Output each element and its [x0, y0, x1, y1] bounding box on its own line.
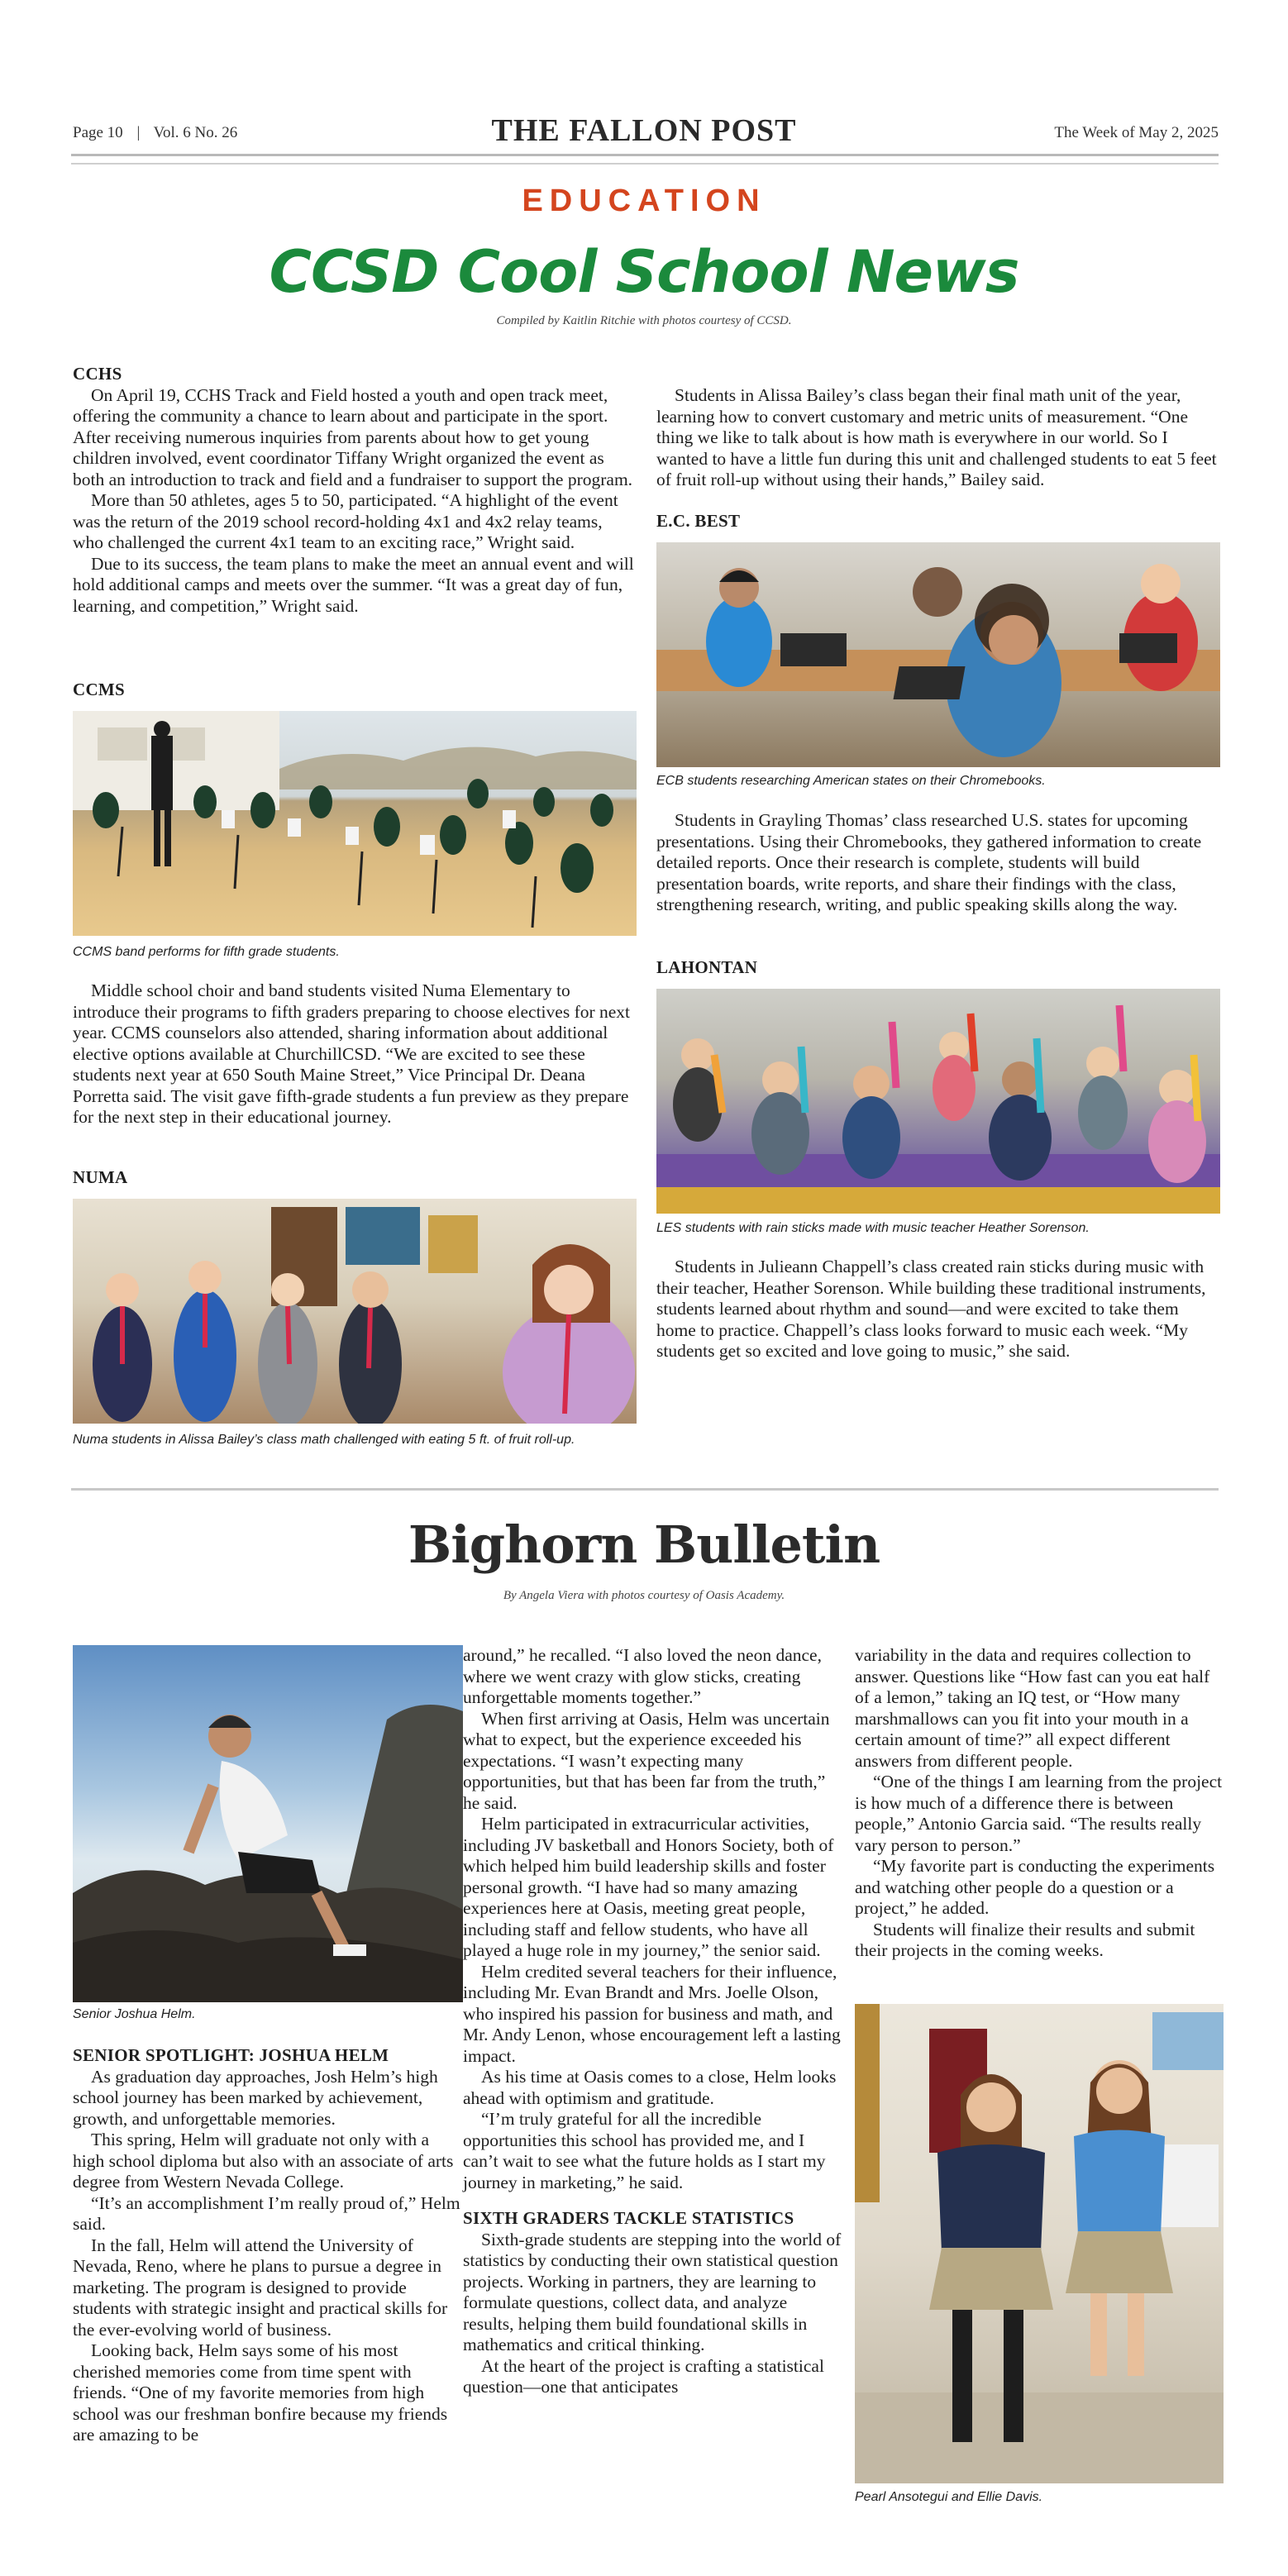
statistics-paragraph: “One of the things I am learning from the project is how much of a difference there is between people,” Antonio Garcia said. “The results really vary person to person.”	[855, 1772, 1223, 1855]
spotlight-paragraph: Looking back, Helm says some of his most cherished memories come from time spent with friends. “One of my favorite memories from high school was our freshman bonfire because my friends are amazing to be	[73, 2340, 448, 2445]
cchs-paragraph: More than 50 athletes, ages 5 to 50, participated. “A highlight of the event was the return of the 2019 school record-holding 4x1 and 4x2 relay teams, who challenged the current 4x1 team to an exciting race,” Wright said.	[73, 490, 618, 552]
cchs-paragraph: On April 19, CCHS Track and Field hosted a youth and open track meet, offering the community a chance to learn about and participate in the sport. After receiving numerous inquiries from parents about how to get young children involved, event coordinator Tiffany Wright organized the event as both an introduction to track and field and a fundraiser to support the program.	[73, 384, 633, 489]
numa-article	[656, 385, 1220, 491]
spotlight-heading: SENIOR SPOTLIGHT: JOSHUA HELM	[73, 2045, 389, 2065]
spotlight-paragraph: This spring, Helm will graduate not only with a high school diploma but also with an associate of arts degree from Western Nevada College.	[73, 2130, 454, 2192]
spotlight-paragraph: In the fall, Helm will attend the University of Nevada, Reno, where he plans to pursue a degree in marketing. The program is designed to provide students with strategic insight and practical skills for the ever-evolving world of business.	[73, 2235, 448, 2340]
spotlight-paragraph: Helm credited several teachers for their influence, including Mr. Evan Brandt and Mrs. Joelle Olson, who inspired his passion for business and math, and Mr. Andy Lenon, whose encouragement left a lasting impact.	[463, 1961, 841, 2066]
section-divider	[71, 1488, 1219, 1491]
ccsd-byline: Compiled by Kaitlin Ritchie with photos courtesy of CCSD.	[496, 314, 792, 327]
band-scene-graphic	[73, 711, 637, 936]
ccms-heading: CCMS	[73, 680, 126, 699]
spotlight-article-col1	[73, 2045, 463, 2446]
ecbest-heading: E.C. BEST	[656, 511, 741, 531]
lahontan-paragraph: Students in Julieann Chappell’s class created rain sticks during music with their teacher, Heather Sorenson. While building these traditional instruments, students learned about rhythm and sound—and were excited to take them home to practice. Chappell’s class looks forward to music each week. “My students get so excited and love going to music,” she said.	[656, 1257, 1206, 1361]
spotlight-paragraph: “I’m truly grateful for all the incredible opportunities this school has provided me, and I can’t wait to see what the future holds as I start my journey in marketing,” he said.	[463, 2109, 826, 2192]
lahontan-photo-caption: LES students with rain sticks made with music teacher Heather Sorenson.	[656, 1221, 1090, 1235]
numa-heading: NUMA	[73, 1167, 128, 1187]
statistics-paragraph: Students will finalize their results and submit their projects in the coming weeks.	[855, 1919, 1195, 1960]
lahontan-heading: LAHONTAN	[656, 957, 758, 977]
statistics-paragraph: variability in the data and requires collection to answer. Questions like “How fast can you eat half of a lemon,” taking an IQ test, or “How many marshmallows can you fit into your mouth in a certain amount of time?” all expect different answers from different people.	[855, 1645, 1210, 1771]
ccms-paragraph: Middle school choir and band students visited Numa Elementary to introduce their programs to fifth graders preparing to choose electives for next year. CCMS counselors also attended, sharing information about additional elective options available at ChurchillCSD. “We are excited to see these students next year at 650 South Maine Street,” Vice Principal Dr. Deana Porretta said. The visit gave fifth-grade students a fun preview as they prepare for the next step in their educational journey.	[73, 980, 631, 1127]
ccms-photo-caption: CCMS band performs for fifth grade students.	[73, 945, 340, 959]
ccms-article	[73, 980, 637, 1128]
pearl-ellie-caption: Pearl Ansotegui and Ellie Davis.	[855, 2490, 1043, 2504]
lahontan-heading-block	[656, 957, 1220, 979]
helm-scene-graphic	[73, 1645, 463, 2002]
statistics-heading: SIXTH GRADERS TACKLE STATISTICS	[463, 2208, 794, 2228]
lahontan-article	[656, 1257, 1220, 1362]
spotlight-paragraph: When first arriving at Oasis, Helm was uncertain what to expect, but the experience exceeded his expectations. “I wasn’t expecting many opportunities, but that has been far from the truth,” he said.	[463, 1708, 830, 1813]
spotlight-paragraph: As his time at Oasis comes to a close, Helm looks ahead with optimism and gratitude.	[463, 2067, 837, 2108]
helm-photo-caption: Senior Joshua Helm.	[73, 2007, 196, 2021]
issue-date: The Week of May 2, 2025	[1054, 124, 1219, 141]
lahontan-scene-graphic	[656, 989, 1220, 1214]
cchs-article	[73, 364, 637, 617]
cchs-paragraph: Due to its success, the team plans to make the meet an annual event and will hold additional camps and meets over the summer. “It was a great day of fun, learning, and competition,” Wright said.	[73, 553, 634, 616]
bighorn-title: Bighorn Bulletin	[408, 1515, 880, 1575]
classroom-scene-graphic	[855, 2004, 1224, 2483]
pearl-ellie-photo	[855, 2004, 1224, 2483]
masthead-separator: |	[136, 124, 141, 141]
cchs-heading: CCHS	[73, 364, 122, 384]
numa-heading-block	[73, 1167, 637, 1189]
statistics-paragraph: At the heart of the project is crafting a statistical question—one that anticipates	[463, 2355, 824, 2397]
section-label: EDUCATION	[522, 184, 766, 218]
spotlight-paragraph: As graduation day approaches, Josh Helm’s high school journey has been marked by achievement, growth, and unforgettable memories.	[73, 2066, 438, 2129]
ecbest-paragraph: Students in Grayling Thomas’ class researched U.S. states for upcoming presentations. Using their Chromebooks, they gathered information to create detailed reports. Once their research is complete, students will build presentation boards, write reports, and share their findings with the class, strengthening research, writing, and public speaking skills along the way.	[656, 810, 1202, 914]
newspaper-title: THE FALLON POST	[491, 113, 797, 148]
numa-students-photo	[73, 1199, 637, 1424]
joshua-helm-photo	[73, 1645, 463, 2002]
volume-number: Vol. 6 No. 26	[153, 124, 238, 141]
ecbest-heading-block	[656, 511, 1220, 532]
ccms-band-photo	[73, 711, 637, 936]
numa-photo-caption: Numa students in Alissa Bailey’s class math challenged with eating 5 ft. of fruit roll-up.	[73, 1433, 575, 1447]
masthead-rule	[71, 154, 1219, 165]
spotlight-article-col2	[463, 1645, 842, 2398]
spotlight-paragraph: “It’s an accomplishment I’m really proud of,” Helm said.	[73, 2192, 460, 2234]
spotlight-paragraph: around,” he recalled. “I also loved the neon dance, where we went crazy with glow sticks, creating unforgettable moments together.”	[463, 1645, 822, 1707]
ccsd-title: CCSD Cool School News	[269, 238, 1019, 306]
ecbest-article	[656, 810, 1220, 916]
ecbest-students-photo	[656, 542, 1220, 767]
statistics-paragraph: Sixth-grade students are stepping into the world of statistics by conducting their own statistical question projects. Working in partners, they are learning to formulate questions, collect data, and analyze results, helping them build foundational skills in mathematics and critical thinking.	[463, 2229, 842, 2354]
bighorn-byline: By Angela Viera with photos courtesy of Oasis Academy.	[503, 1589, 785, 1602]
ecbest-scene-graphic	[656, 542, 1220, 767]
page-number: Page 10	[73, 124, 123, 141]
numa-scene-graphic	[73, 1199, 637, 1424]
ecbest-photo-caption: ECB students researching American states on their Chromebooks.	[656, 774, 1046, 788]
ccms-heading-block	[73, 680, 637, 701]
numa-paragraph: Students in Alissa Bailey’s class began their final math unit of the year, learning how to convert customary and metric units of measurement. “One thing we like to talk about is how math is everywhere in our world. So I wanted to have a little fun during this unit and challenged students to eat 5 feet of fruit roll-up without using their hands,” Bailey said.	[656, 385, 1217, 489]
statistics-article-col3	[855, 1645, 1224, 1962]
spotlight-paragraph: Helm participated in extracurricular activities, including JV basketball and Honors Society, both of which helped him build leadership skills and foster personal growth. “I have had so many amazing experiences here at Oasis, meeting great people, including staff and fellow students, who have all played a huge role in my journey,” the senior said.	[463, 1814, 834, 1960]
lahontan-students-photo	[656, 989, 1220, 1214]
statistics-paragraph: “My favorite part is conducting the experiments and watching other people do a question or a project,” he added.	[855, 1856, 1215, 1918]
